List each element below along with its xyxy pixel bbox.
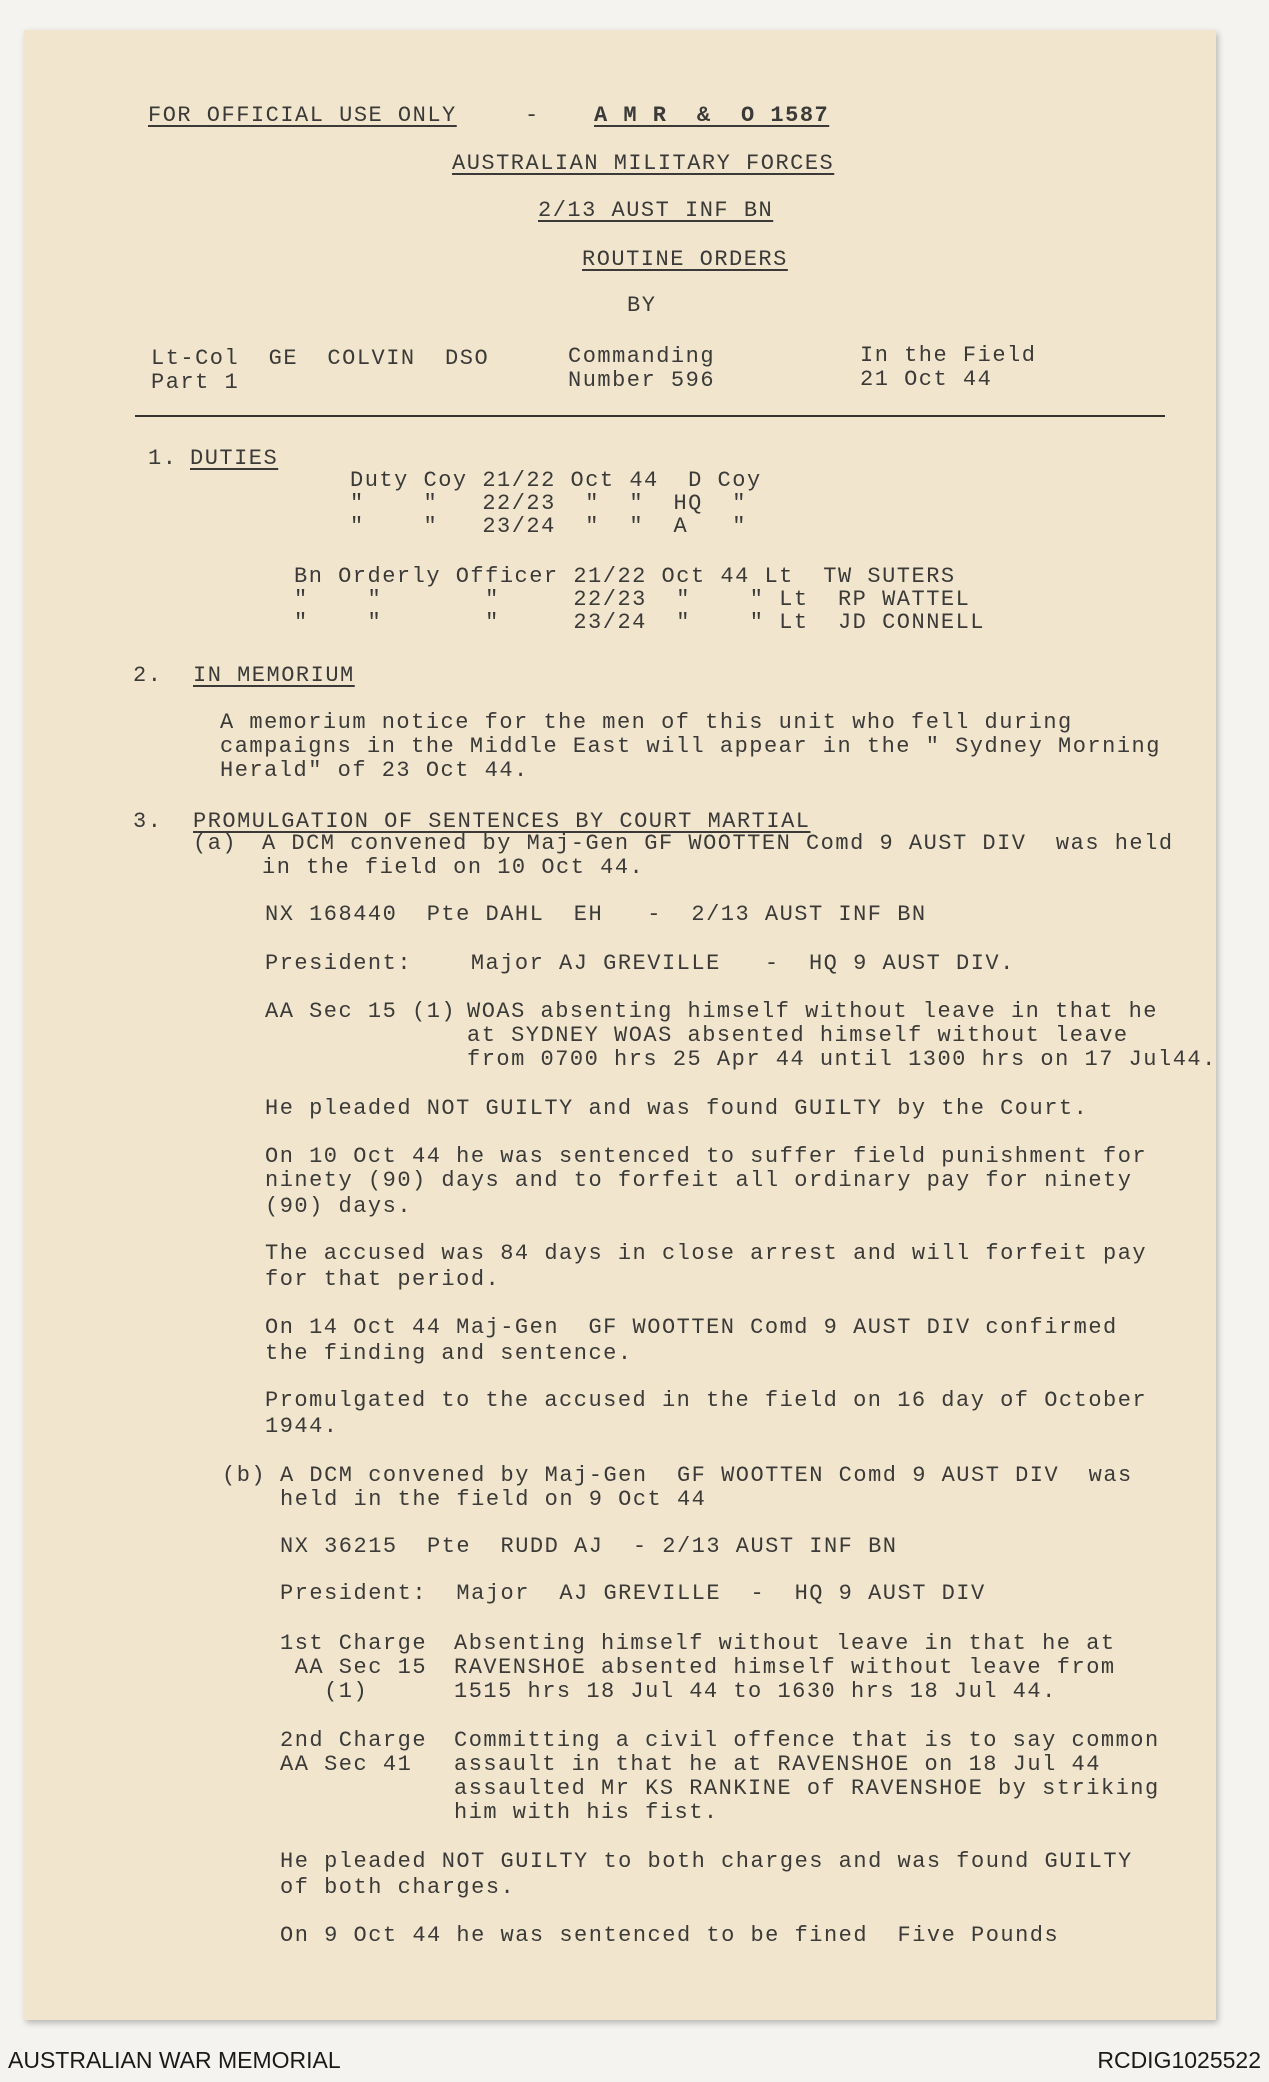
case-a-charge: at SYDNEY WOAS absented himself without leave xyxy=(467,1023,1129,1048)
case-a-president: President: Major AJ GREVILLE - HQ 9 AUST DIV. xyxy=(265,951,1015,976)
case-a-promulgated: 1944. xyxy=(265,1414,339,1439)
commanding-label: Commanding xyxy=(568,344,716,369)
case-b-charge2: him with his fist. xyxy=(454,1800,719,1825)
case-b-accused: NX 36215 Pte RUDD AJ - 2/13 AUST INF BN xyxy=(280,1534,898,1559)
classification-label: FOR OFFICIAL USE ONLY xyxy=(148,103,457,128)
case-b-charge2: assaulted Mr KS RANKINE of RAVENSHOE by striking xyxy=(454,1776,1160,1801)
case-a-confirmed: On 14 Oct 44 Maj-Gen GF WOOTTEN Comd 9 AUST DIV confirmed xyxy=(265,1315,1118,1340)
case-a-sentence: (90) days. xyxy=(265,1194,413,1219)
case-b-sentence: On 9 Oct 44 he was sentenced to be fined Five Pounds xyxy=(280,1923,1060,1948)
case-a-charge: WOAS absenting himself without leave in that he xyxy=(467,999,1159,1024)
case-a-sentence: ninety (90) days and to forfeit all ordinary pay for ninety xyxy=(265,1168,1133,1193)
case-b-charge1-label: AA Sec 15 xyxy=(280,1655,428,1680)
case-a-arrest: for that period. xyxy=(265,1267,501,1292)
orderly-row: " " " 23/24 " " Lt JD CONNELL xyxy=(294,610,986,635)
orders-title: ROUTINE ORDERS xyxy=(582,247,788,272)
section-heading-court-martial: PROMULGATION OF SENTENCES BY COURT MARTIAL xyxy=(193,809,811,834)
case-b-charge1-label: 1st Charge xyxy=(280,1631,428,1656)
case-b-plea: of both charges. xyxy=(280,1875,516,1900)
header-dash: - xyxy=(525,103,540,128)
part-label: Part 1 xyxy=(151,370,240,395)
case-b-charge2: assault in that he at RAVENSHOE on 18 Jul 44 xyxy=(454,1752,1101,1777)
case-b-president: President: Major AJ GREVILLE - HQ 9 AUST DIV xyxy=(280,1581,986,1606)
case-b-charge2-label: 2nd Charge xyxy=(280,1728,428,1753)
by-label: BY xyxy=(627,293,657,318)
case-a-arrest: The accused was 84 days in close arrest and will forfeit pay xyxy=(265,1241,1148,1266)
case-a-promulgated: Promulgated to the accused in the field on 16 day of October xyxy=(265,1388,1148,1413)
organisation-title: AUSTRALIAN MILITARY FORCES xyxy=(452,151,835,176)
unit-title: 2/13 AUST INF BN xyxy=(538,198,774,223)
case-b-charge1: Absenting himself without leave in that he at xyxy=(454,1631,1116,1656)
case-a-accused: NX 168440 Pte DAHL EH - 2/13 AUST INF BN xyxy=(265,902,927,927)
orderly-row: Bn Orderly Officer 21/22 Oct 44 Lt TW SUTERS xyxy=(294,564,956,589)
footer-source: AUSTRALIAN WAR MEMORIAL xyxy=(8,2047,341,2073)
duty-row: " " 22/23 " " HQ " xyxy=(350,491,747,516)
case-a-sentence: On 10 Oct 44 he was sentenced to suffer field punishment for xyxy=(265,1144,1148,1169)
location-label: In the Field xyxy=(860,343,1037,368)
section-heading-duties: DUTIES xyxy=(190,446,279,471)
memorium-line: A memorium notice for the men of this unit who fell during xyxy=(220,710,1073,735)
order-number: Number 596 xyxy=(568,368,716,393)
footer-record-id: RCDIG1025522 xyxy=(1097,2047,1261,2073)
duty-row: " " 23/24 " " A " xyxy=(350,514,747,539)
section-number: 3. xyxy=(133,809,163,834)
case-b-charge1: RAVENSHOE absented himself without leave from xyxy=(454,1655,1116,1680)
case-a-plea: He pleaded NOT GUILTY and was found GUILTY by the Court. xyxy=(265,1096,1089,1121)
case-a-intro: in the field on 10 Oct 44. xyxy=(262,855,645,880)
duty-row: Duty Coy 21/22 Oct 44 D Coy xyxy=(350,468,762,493)
reference-number: A M R & O 1587 xyxy=(594,103,830,128)
case-label-a: (a) xyxy=(193,831,238,856)
case-a-intro: A DCM convened by Maj-Gen GF WOOTTEN Comd 9 AUST DIV was held xyxy=(262,831,1174,856)
case-a-charge-ref: AA Sec 15 (1) xyxy=(265,999,457,1024)
orderly-row: " " " 22/23 " " Lt RP WATTEL xyxy=(294,587,971,612)
commander-name: Lt-Col GE COLVIN DSO xyxy=(151,346,490,371)
case-label-b: (b) xyxy=(222,1463,267,1488)
memorium-line: campaigns in the Middle East will appear in the " Sydney Morning xyxy=(220,734,1161,759)
header-divider xyxy=(135,415,1165,417)
order-date: 21 Oct 44 xyxy=(860,367,993,392)
section-number: 1. xyxy=(148,446,178,471)
case-b-plea: He pleaded NOT GUILTY to both charges and was found GUILTY xyxy=(280,1849,1133,1874)
memorium-line: Herald" of 23 Oct 44. xyxy=(220,758,529,783)
section-heading-memorium: IN MEMORIUM xyxy=(193,663,355,688)
case-a-charge: from 0700 hrs 25 Apr 44 until 1300 hrs on 17 Jul44. xyxy=(467,1047,1217,1072)
case-b-intro: held in the field on 9 Oct 44 xyxy=(280,1487,707,1512)
section-number: 2. xyxy=(133,663,163,688)
case-a-confirmed: the finding and sentence. xyxy=(265,1341,633,1366)
case-b-intro: A DCM convened by Maj-Gen GF WOOTTEN Comd 9 AUST DIV was xyxy=(280,1463,1133,1488)
case-b-charge1-label: (1) xyxy=(280,1679,369,1704)
case-b-charge1: 1515 hrs 18 Jul 44 to 1630 hrs 18 Jul 44. xyxy=(454,1679,1057,1704)
case-b-charge2-label: AA Sec 41 xyxy=(280,1752,413,1777)
case-b-charge2: Committing a civil offence that is to say common xyxy=(454,1728,1160,1753)
